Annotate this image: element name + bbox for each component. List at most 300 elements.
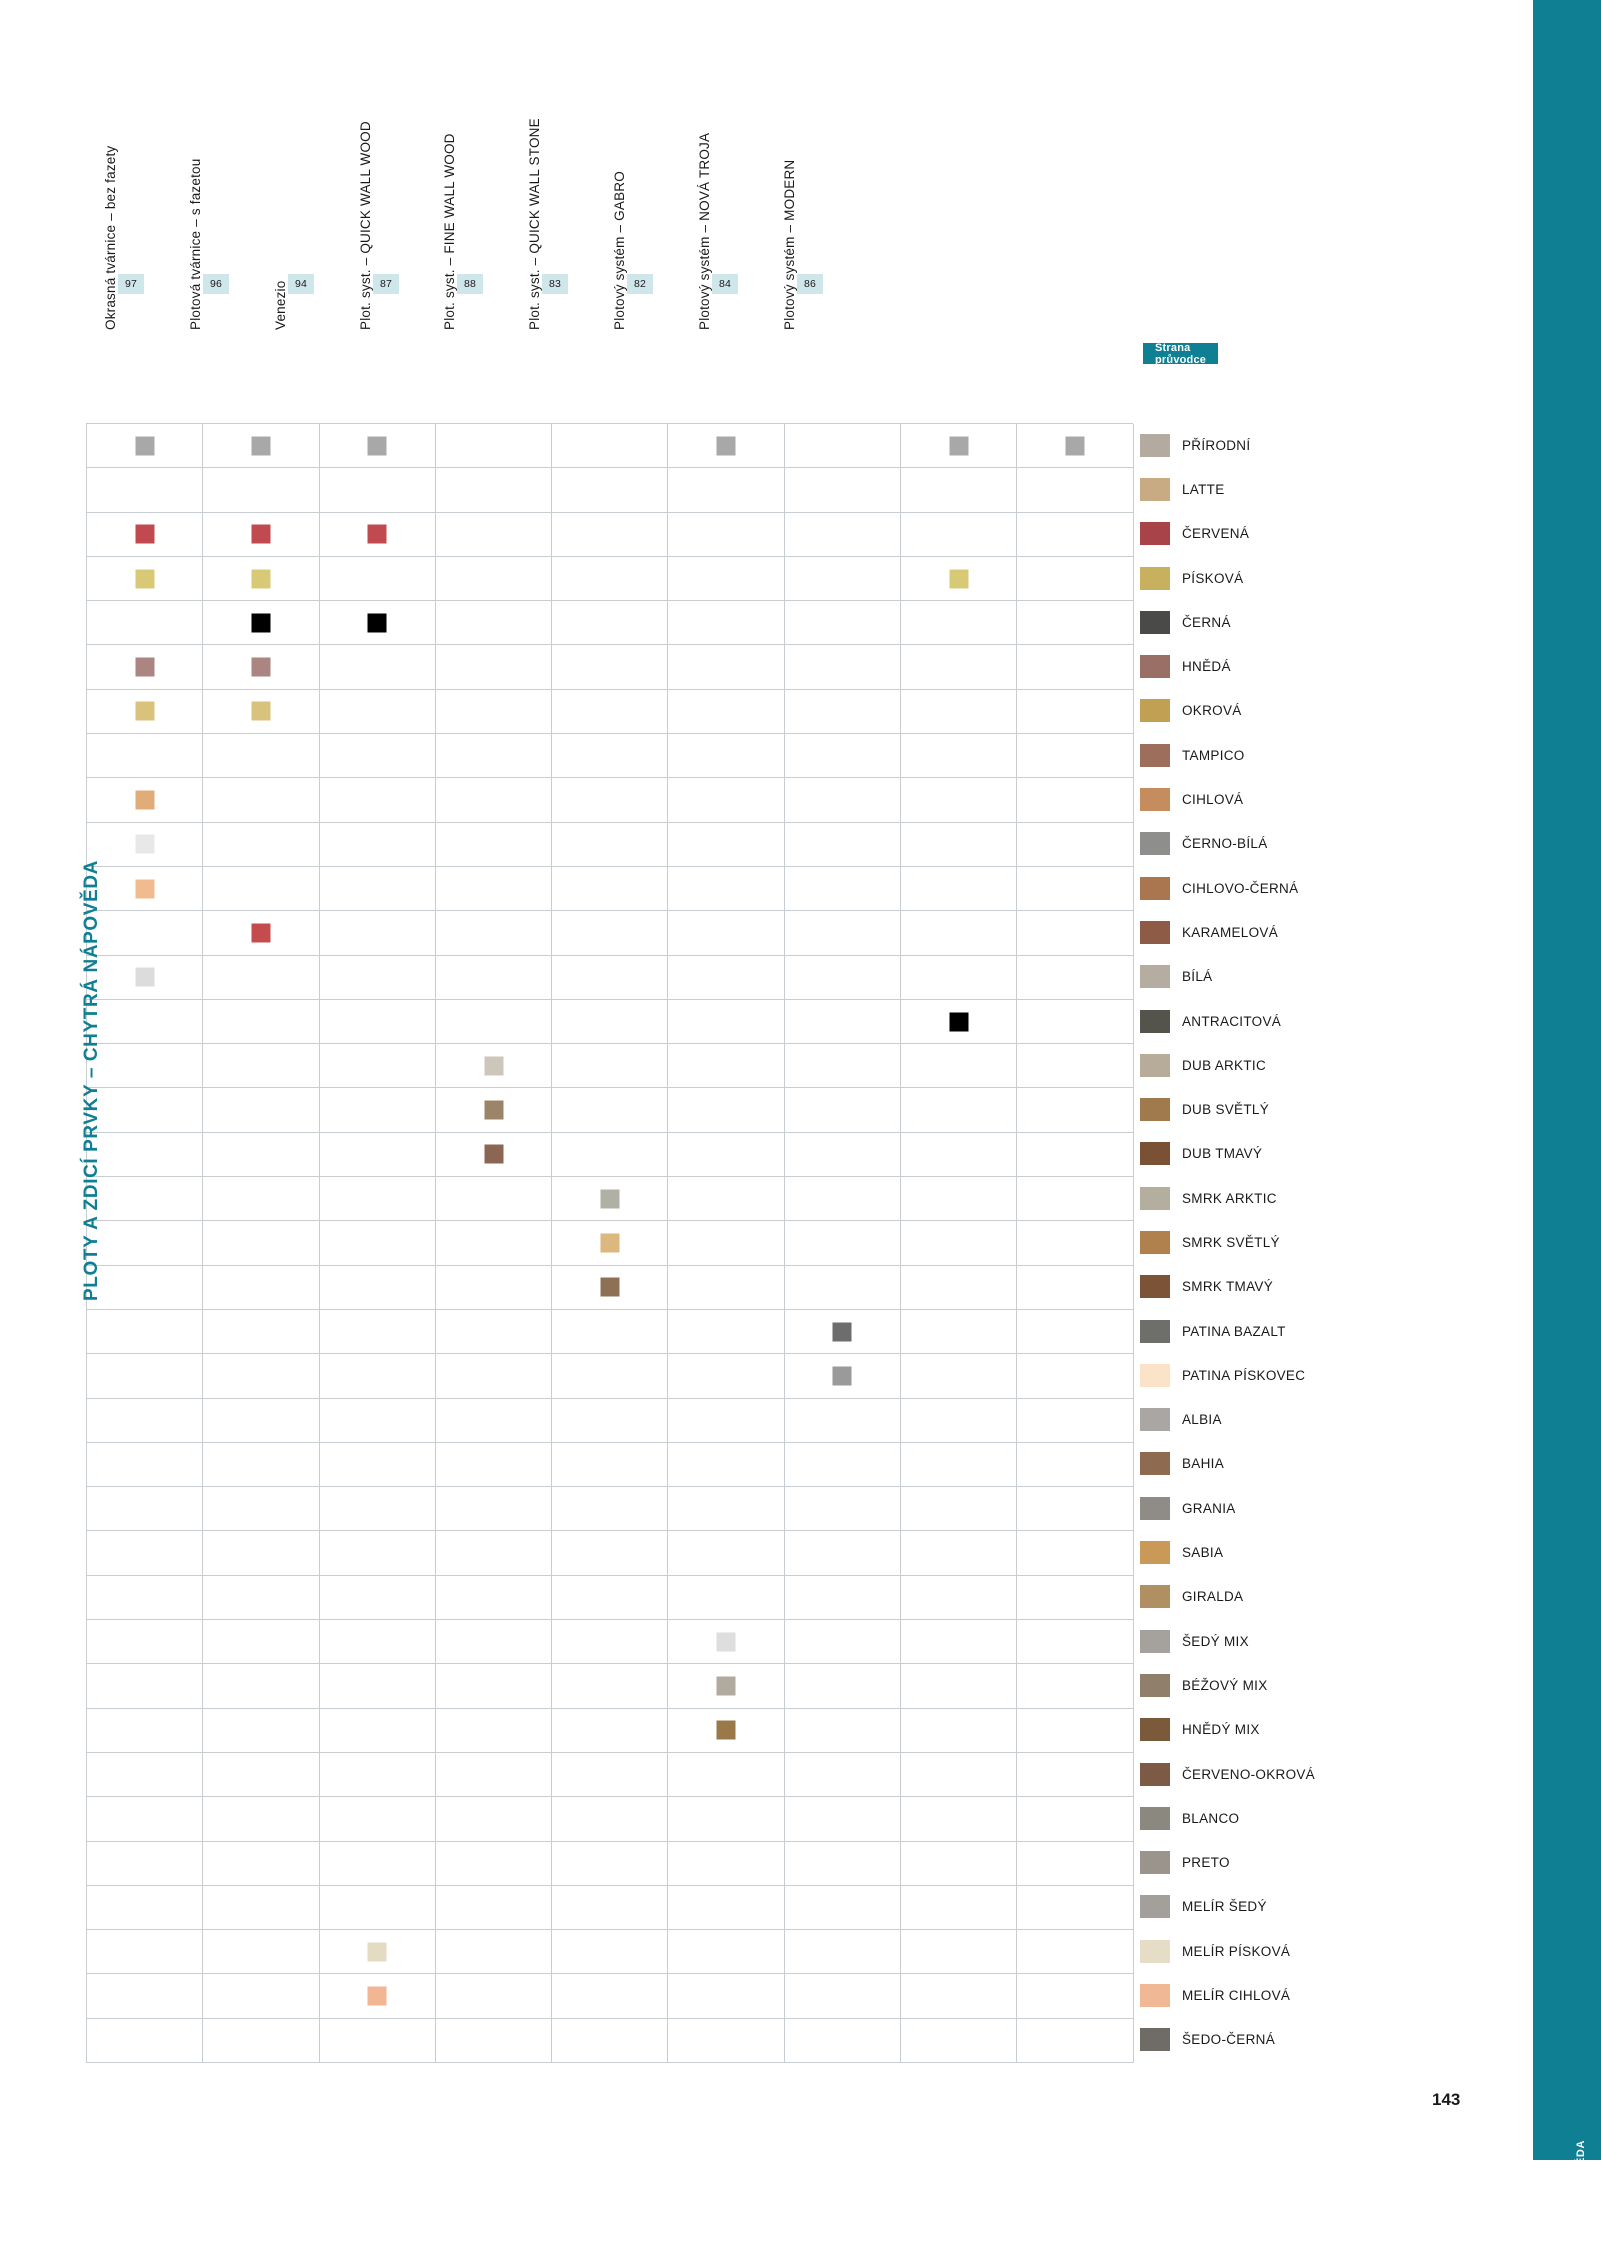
availability-cell <box>901 1974 1017 2018</box>
availability-cell <box>87 1443 203 1487</box>
list-item <box>1140 1841 1470 1885</box>
availability-cell <box>901 1930 1017 1974</box>
availability-cell <box>901 911 1017 955</box>
availability-cell <box>552 1221 668 1265</box>
color-name-label: DUB SVĚTLÝ <box>1182 1102 1270 1118</box>
color-name-label: BAHIA <box>1182 1456 1225 1472</box>
availability-cell <box>436 1886 552 1930</box>
availability-swatch <box>251 613 270 632</box>
availability-cell <box>668 1310 784 1354</box>
availability-cell <box>901 1354 1017 1398</box>
availability-cell <box>668 1886 784 1930</box>
availability-cell <box>785 823 901 867</box>
availability-cell <box>436 1576 552 1620</box>
availability-cell <box>552 1177 668 1221</box>
color-chip <box>1140 1807 1170 1830</box>
side-band <box>1533 0 1601 2160</box>
availability-cell <box>436 1531 552 1575</box>
availability-cell <box>901 1088 1017 1132</box>
availability-cell <box>436 1133 552 1177</box>
availability-cell <box>1017 867 1133 911</box>
availability-cell <box>1017 645 1133 689</box>
color-chip <box>1140 921 1170 944</box>
availability-cell <box>552 1266 668 1310</box>
availability-cell <box>1017 1753 1133 1797</box>
color-chip <box>1140 478 1170 501</box>
availability-cell <box>320 1088 436 1132</box>
availability-swatch <box>368 613 387 632</box>
availability-swatch <box>717 1632 736 1651</box>
list-item <box>1140 910 1470 954</box>
column-header-label: Plot. syst. – FINE WALL WOOD <box>442 133 457 330</box>
column-header-area <box>0 0 1207 400</box>
availability-cell <box>203 1177 319 1221</box>
column-page-chip[interactable]: 94 <box>288 274 314 294</box>
availability-cell <box>785 1266 901 1310</box>
availability-cell <box>552 778 668 822</box>
column-page-chip[interactable]: 97 <box>118 274 144 294</box>
color-chip <box>1140 832 1170 855</box>
availability-swatch <box>484 1056 503 1075</box>
availability-cell <box>552 823 668 867</box>
color-name-label: PŘÍRODNÍ <box>1182 437 1251 453</box>
list-item <box>1140 1353 1470 1397</box>
color-name-label: ČERVENÁ <box>1182 526 1250 542</box>
list-item <box>1140 1176 1470 1220</box>
table-row <box>87 1930 1133 1974</box>
list-item <box>1140 1087 1470 1131</box>
availability-cell <box>901 424 1017 468</box>
availability-cell <box>320 601 436 645</box>
color-name-label: CIHLOVO-ČERNÁ <box>1182 880 1299 896</box>
availability-cell <box>436 1709 552 1753</box>
availability-cell <box>1017 1797 1133 1841</box>
column-header-label: Plot. syst. – QUICK WALL STONE <box>527 118 542 330</box>
availability-cell <box>436 778 552 822</box>
availability-swatch <box>251 525 270 544</box>
availability-cell <box>668 778 784 822</box>
availability-cell <box>87 690 203 734</box>
availability-cell <box>901 1399 1017 1443</box>
availability-cell <box>901 1487 1017 1531</box>
availability-swatch <box>251 436 270 455</box>
availability-cell <box>203 2019 319 2063</box>
availability-cell <box>436 1487 552 1531</box>
availability-cell <box>785 1753 901 1797</box>
table-row <box>87 557 1133 601</box>
availability-cell <box>203 645 319 689</box>
color-name-label: MELÍR CIHLOVÁ <box>1182 1988 1291 2004</box>
color-chip <box>1140 1010 1170 1033</box>
availability-cell <box>785 601 901 645</box>
list-item <box>1140 1575 1470 1619</box>
side-band-label: CHYTRÁ NÁPOVĚDA <box>1575 2140 1587 2260</box>
availability-cell <box>785 1842 901 1886</box>
availability-cell <box>87 1709 203 1753</box>
availability-cell <box>785 1709 901 1753</box>
availability-cell <box>87 513 203 557</box>
table-row <box>87 424 1133 468</box>
color-name-label: ŠEDO-ČERNÁ <box>1182 2032 1276 2048</box>
table-row <box>87 1487 1133 1531</box>
color-name-label: GIRALDA <box>1182 1589 1244 1605</box>
availability-cell <box>436 823 552 867</box>
table-row <box>87 513 1133 557</box>
availability-swatch <box>949 436 968 455</box>
availability-cell <box>203 1930 319 1974</box>
availability-cell <box>785 1930 901 1974</box>
availability-cell <box>1017 1443 1133 1487</box>
availability-cell <box>668 601 784 645</box>
availability-cell <box>203 1088 319 1132</box>
availability-cell <box>901 1886 1017 1930</box>
availability-cell <box>87 1974 203 2018</box>
availability-cell <box>901 1221 1017 1265</box>
availability-cell <box>203 867 319 911</box>
availability-cell <box>1017 1620 1133 1664</box>
availability-cell <box>436 1044 552 1088</box>
list-item <box>1140 556 1470 600</box>
availability-cell <box>320 1842 436 1886</box>
availability-cell <box>87 1000 203 1044</box>
availability-cell <box>1017 1709 1133 1753</box>
guide-page-badge: Strana průvodce <box>1143 343 1218 364</box>
availability-cell <box>668 1753 784 1797</box>
availability-cell <box>87 1088 203 1132</box>
availability-cell <box>87 2019 203 2063</box>
color-chip <box>1140 434 1170 457</box>
color-chip <box>1140 1054 1170 1077</box>
availability-cell <box>668 1044 784 1088</box>
availability-cell <box>785 468 901 512</box>
availability-cell <box>668 1266 784 1310</box>
availability-cell <box>785 1354 901 1398</box>
table-row <box>87 1133 1133 1177</box>
availability-swatch <box>833 1366 852 1385</box>
color-chip <box>1140 611 1170 634</box>
table-row <box>87 1000 1133 1044</box>
availability-cell <box>203 424 319 468</box>
availability-cell <box>785 911 901 955</box>
list-item <box>1140 2018 1470 2062</box>
availability-cell <box>320 1930 436 1974</box>
availability-cell <box>1017 1664 1133 1708</box>
availability-cell <box>436 1930 552 1974</box>
availability-cell <box>1017 1930 1133 1974</box>
list-item <box>1140 777 1470 821</box>
availability-cell <box>552 557 668 601</box>
availability-cell <box>668 1842 784 1886</box>
list-item <box>1140 644 1470 688</box>
availability-cell <box>87 424 203 468</box>
availability-cell <box>668 1443 784 1487</box>
availability-cell <box>320 1354 436 1398</box>
availability-cell <box>552 1886 668 1930</box>
availability-swatch <box>135 569 154 588</box>
availability-cell <box>320 424 436 468</box>
availability-cell <box>87 1266 203 1310</box>
availability-cell <box>668 645 784 689</box>
availability-cell <box>785 1133 901 1177</box>
availability-swatch <box>135 835 154 854</box>
color-name-label: TAMPICO <box>1182 747 1245 763</box>
availability-cell <box>203 823 319 867</box>
column-page-chip[interactable]: 88 <box>457 274 483 294</box>
availability-cell <box>203 1886 319 1930</box>
availability-cell <box>1017 1088 1133 1132</box>
availability-cell <box>87 1886 203 1930</box>
availability-cell <box>87 778 203 822</box>
availability-cell <box>552 1531 668 1575</box>
availability-cell <box>320 1177 436 1221</box>
list-item <box>1140 1796 1470 1840</box>
column-page-chip[interactable]: 83 <box>542 274 568 294</box>
color-name-label: MELÍR ŠEDÝ <box>1182 1899 1267 1915</box>
color-chip <box>1140 965 1170 988</box>
color-name-label: ŠEDÝ MIX <box>1182 1633 1249 1649</box>
availability-cell <box>203 1266 319 1310</box>
table-row <box>87 1221 1133 1265</box>
availability-cell <box>203 1000 319 1044</box>
list-item <box>1140 600 1470 644</box>
availability-cell <box>785 1531 901 1575</box>
color-chip <box>1140 1541 1170 1564</box>
table-row <box>87 468 1133 512</box>
availability-cell <box>668 1576 784 1620</box>
availability-cell <box>901 690 1017 734</box>
availability-cell <box>87 557 203 601</box>
column-page-chip[interactable]: 96 <box>203 274 229 294</box>
availability-cell <box>436 1664 552 1708</box>
availability-cell <box>436 1266 552 1310</box>
availability-cell <box>785 1088 901 1132</box>
availability-cell <box>901 1177 1017 1221</box>
color-chip <box>1140 522 1170 545</box>
availability-swatch <box>368 436 387 455</box>
availability-cell <box>320 468 436 512</box>
availability-swatch <box>717 1676 736 1695</box>
color-chip <box>1140 1851 1170 1874</box>
color-name-label: PATINA PÍSKOVEC <box>1182 1367 1306 1383</box>
column-page-chip[interactable]: 86 <box>797 274 823 294</box>
availability-cell <box>320 1620 436 1664</box>
availability-cell <box>901 1133 1017 1177</box>
column-page-chip[interactable]: 87 <box>373 274 399 294</box>
availability-cell <box>785 557 901 601</box>
availability-cell <box>87 1177 203 1221</box>
availability-cell <box>320 823 436 867</box>
table-row <box>87 778 1133 822</box>
availability-swatch <box>251 658 270 677</box>
list-item <box>1140 866 1470 910</box>
availability-cell <box>1017 956 1133 1000</box>
table-row <box>87 1531 1133 1575</box>
availability-cell <box>1017 601 1133 645</box>
availability-cell <box>320 690 436 734</box>
availability-cell <box>320 645 436 689</box>
availability-cell <box>87 1797 203 1841</box>
availability-cell <box>785 424 901 468</box>
availability-cell <box>901 1531 1017 1575</box>
availability-cell <box>203 734 319 778</box>
availability-cell <box>785 1576 901 1620</box>
availability-cell <box>785 734 901 778</box>
availability-cell <box>203 1354 319 1398</box>
availability-cell <box>203 1709 319 1753</box>
color-chip <box>1140 1497 1170 1520</box>
list-item <box>1140 1132 1470 1176</box>
availability-cell <box>436 867 552 911</box>
availability-cell <box>1017 1886 1133 1930</box>
availability-swatch <box>368 1987 387 2006</box>
column-header-label: Plotová tvárnice – s fazetou <box>188 158 203 330</box>
availability-cell <box>203 1487 319 1531</box>
availability-cell <box>203 1133 319 1177</box>
availability-cell <box>1017 1576 1133 1620</box>
list-item <box>1140 822 1470 866</box>
availability-cell <box>552 468 668 512</box>
availability-cell <box>668 1088 784 1132</box>
availability-swatch <box>600 1233 619 1252</box>
availability-cell <box>1017 1531 1133 1575</box>
list-item <box>1140 1309 1470 1353</box>
availability-cell <box>87 1531 203 1575</box>
column-header-label: Plotový systém – MODERN <box>782 159 797 330</box>
table-row <box>87 1886 1133 1930</box>
availability-cell <box>436 468 552 512</box>
availability-swatch <box>1066 436 1085 455</box>
availability-cell <box>901 1044 1017 1088</box>
availability-swatch <box>135 968 154 987</box>
color-chip <box>1140 1585 1170 1608</box>
availability-cell <box>1017 734 1133 778</box>
list-item <box>1140 1708 1470 1752</box>
availability-cell <box>203 1044 319 1088</box>
list-item <box>1140 1530 1470 1574</box>
availability-cell <box>785 1620 901 1664</box>
availability-cell <box>320 1266 436 1310</box>
color-chip <box>1140 1984 1170 2007</box>
availability-cell <box>87 1664 203 1708</box>
availability-cell <box>203 1531 319 1575</box>
availability-cell <box>901 601 1017 645</box>
availability-cell <box>87 956 203 1000</box>
availability-cell <box>1017 1266 1133 1310</box>
color-name-label: LATTE <box>1182 481 1225 497</box>
availability-cell <box>668 1709 784 1753</box>
column-page-chip[interactable]: 84 <box>712 274 738 294</box>
availability-cell <box>552 1576 668 1620</box>
availability-cell <box>668 1354 784 1398</box>
availability-cell <box>203 1221 319 1265</box>
availability-cell <box>668 1620 784 1664</box>
table-row <box>87 1088 1133 1132</box>
table-row <box>87 690 1133 734</box>
availability-swatch <box>600 1278 619 1297</box>
list-item <box>1140 423 1470 467</box>
list-item <box>1140 467 1470 511</box>
availability-swatch <box>251 569 270 588</box>
availability-swatch <box>368 1942 387 1961</box>
availability-cell <box>320 2019 436 2063</box>
color-name-label: HNĚDÝ MIX <box>1182 1722 1260 1738</box>
color-chip <box>1140 1763 1170 1786</box>
availability-cell <box>1017 1487 1133 1531</box>
availability-cell <box>552 956 668 1000</box>
color-name-label: SMRK TMAVÝ <box>1182 1279 1274 1295</box>
availability-cell <box>552 867 668 911</box>
availability-cell <box>436 1443 552 1487</box>
table-row <box>87 823 1133 867</box>
availability-cell <box>203 468 319 512</box>
availability-cell <box>436 1088 552 1132</box>
availability-cell <box>1017 1354 1133 1398</box>
table-row <box>87 1044 1133 1088</box>
color-name-label: ČERNÁ <box>1182 614 1231 630</box>
color-chip <box>1140 1320 1170 1343</box>
column-page-chip[interactable]: 82 <box>627 274 653 294</box>
availability-cell <box>87 1310 203 1354</box>
availability-cell <box>203 1797 319 1841</box>
availability-cell <box>203 956 319 1000</box>
availability-cell <box>87 867 203 911</box>
availability-cell <box>901 823 1017 867</box>
availability-cell <box>436 1177 552 1221</box>
availability-cell <box>203 1842 319 1886</box>
availability-cell <box>901 1443 1017 1487</box>
availability-cell <box>320 1753 436 1797</box>
availability-cell <box>552 1753 668 1797</box>
table-row <box>87 1620 1133 1664</box>
availability-cell <box>901 1000 1017 1044</box>
availability-cell <box>87 1487 203 1531</box>
availability-cell <box>436 956 552 1000</box>
color-chip <box>1140 1674 1170 1697</box>
availability-cell <box>436 734 552 778</box>
availability-cell <box>901 2019 1017 2063</box>
column-header-label: Plotový systém – GABRO <box>612 171 627 330</box>
availability-cell <box>552 1620 668 1664</box>
availability-cell <box>785 690 901 734</box>
color-chip <box>1140 1718 1170 1741</box>
availability-cell <box>552 1044 668 1088</box>
availability-cell <box>87 911 203 955</box>
availability-cell <box>436 2019 552 2063</box>
availability-cell <box>901 956 1017 1000</box>
availability-cell <box>436 1842 552 1886</box>
availability-cell <box>552 1664 668 1708</box>
availability-cell <box>552 1354 668 1398</box>
table-row <box>87 911 1133 955</box>
table-row <box>87 1576 1133 1620</box>
table-row <box>87 2019 1133 2063</box>
availability-cell <box>901 867 1017 911</box>
availability-cell <box>552 734 668 778</box>
availability-cell <box>1017 690 1133 734</box>
availability-cell <box>87 601 203 645</box>
table-row <box>87 1709 1133 1753</box>
availability-swatch <box>484 1145 503 1164</box>
column-header-label: Plot. syst. – QUICK WALL WOOD <box>358 121 373 330</box>
availability-cell <box>203 1664 319 1708</box>
table-row <box>87 734 1133 778</box>
list-item <box>1140 1398 1470 1442</box>
availability-cell <box>436 1974 552 2018</box>
availability-cell <box>1017 1177 1133 1221</box>
availability-cell <box>1017 1000 1133 1044</box>
list-item <box>1140 1663 1470 1707</box>
availability-cell <box>552 911 668 955</box>
